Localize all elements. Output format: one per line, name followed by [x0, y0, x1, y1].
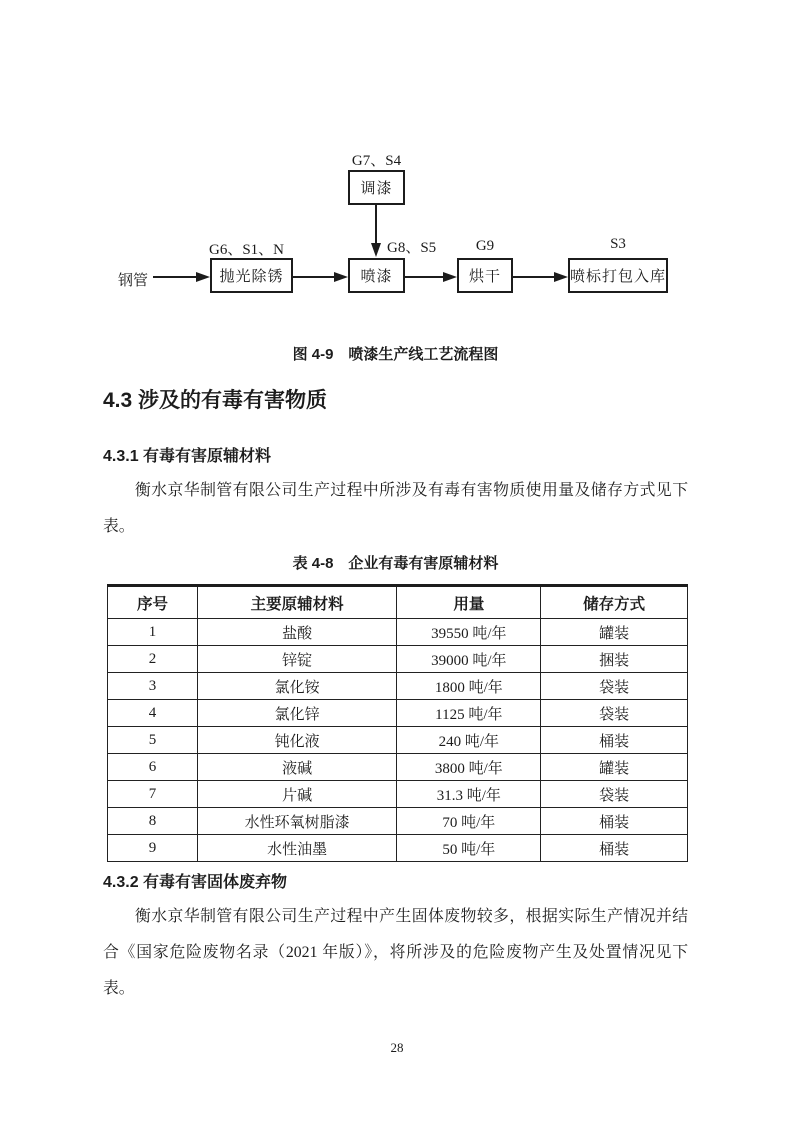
cell-no: 8	[108, 808, 198, 835]
cell-amount: 1125 吨/年	[397, 700, 541, 727]
cell-storage: 袋装	[541, 700, 688, 727]
page-number: 28	[390, 1040, 404, 1055]
cell-no: 3	[108, 673, 198, 700]
cell-amount: 3800 吨/年	[397, 754, 541, 781]
cell-amount: 31.3 吨/年	[397, 781, 541, 808]
flow-tag-s3: S3	[610, 236, 626, 252]
flow-arrow-4-head	[554, 272, 568, 282]
flow-arrow-down-head	[371, 243, 381, 257]
cell-storage: 袋装	[541, 673, 688, 700]
flow-arrow-3-line	[405, 276, 443, 278]
flow-tag-g6s1n: G6、S1、N	[208, 242, 284, 258]
flow-arrow-2-line	[293, 276, 334, 278]
cell-storage: 桶装	[541, 808, 688, 835]
paragraph-2-line-1: 衡水京华制管有限公司生产过程中产生固体废物较多，根据实际生产情况并结	[135, 908, 688, 925]
cell-amount: 70 吨/年	[397, 808, 541, 835]
table-row	[108, 673, 688, 700]
cell-material: 氯化锌	[197, 700, 397, 727]
paragraph-1-line-2: 表。	[103, 518, 135, 535]
table-row	[108, 835, 688, 862]
cell-no: 1	[108, 619, 198, 646]
header-material: 主要原辅材料	[197, 586, 397, 619]
flow-box-tiaoqi: 调漆	[348, 170, 405, 205]
cell-storage: 捆装	[541, 646, 688, 673]
cell-amount: 50 吨/年	[397, 835, 541, 862]
paragraph-1	[103, 473, 688, 545]
section-heading: 4.3 涉及的有毒有害物质	[103, 389, 328, 412]
cell-material: 盐酸	[197, 619, 397, 646]
flow-tag-g7s4: G7、S4	[351, 153, 402, 169]
flow-tag-g9: G9	[475, 238, 495, 254]
flow-box-paoguang: 抛光除锈	[210, 258, 293, 293]
table-row	[108, 781, 688, 808]
cell-amount: 240 吨/年	[397, 727, 541, 754]
cell-amount: 1800 吨/年	[397, 673, 541, 700]
cell-storage: 罐装	[541, 754, 688, 781]
cell-no: 9	[108, 835, 198, 862]
figure-caption: 图 4-9 喷漆生产线工艺流程图	[292, 346, 499, 363]
flow-input-label: 钢管	[118, 273, 149, 289]
cell-material: 钝化液	[197, 727, 397, 754]
paragraph-2-line-3: 表。	[103, 980, 135, 997]
paragraph-1-line-1: 衡水京华制管有限公司生产过程中所涉及有毒有害物质使用量及储存方式见下	[135, 482, 688, 499]
cell-no: 6	[108, 754, 198, 781]
flow-arrow-3-head	[443, 272, 457, 282]
table-row	[108, 619, 688, 646]
flow-arrow-4-line	[513, 276, 554, 278]
subsection-432-heading: 4.3.2 有毒有害固体废弃物	[103, 874, 288, 891]
table-row	[108, 727, 688, 754]
cell-material: 液碱	[197, 754, 397, 781]
flow-arrow-1-head	[196, 272, 210, 282]
cell-no: 4	[108, 700, 198, 727]
cell-material: 水性油墨	[197, 835, 397, 862]
paragraph-2	[103, 899, 688, 1007]
cell-storage: 罐装	[541, 619, 688, 646]
cell-no: 5	[108, 727, 198, 754]
materials-table	[107, 584, 688, 862]
table-row	[108, 808, 688, 835]
flow-arrow-2-head	[334, 272, 348, 282]
header-amount: 用量	[397, 586, 541, 619]
cell-amount: 39000 吨/年	[397, 646, 541, 673]
cell-material: 锌锭	[197, 646, 397, 673]
table-row	[108, 700, 688, 727]
cell-storage: 桶装	[541, 727, 688, 754]
process-flowchart	[0, 0, 794, 330]
table-header-row	[108, 586, 688, 619]
header-no: 序号	[108, 586, 198, 619]
cell-storage: 袋装	[541, 781, 688, 808]
table-row	[108, 646, 688, 673]
table-caption: 表 4-8 企业有毒有害原辅材料	[292, 555, 499, 572]
flow-box-honggan: 烘干	[457, 258, 513, 293]
cell-no: 7	[108, 781, 198, 808]
cell-material: 片碱	[197, 781, 397, 808]
cell-storage: 桶装	[541, 835, 688, 862]
subsection-431-heading: 4.3.1 有毒有害原辅材料	[103, 448, 272, 465]
cell-material: 氯化铵	[197, 673, 397, 700]
paragraph-2-line-2: 合《国家危险废物名录（2021 年版）》，将所涉及的危险废物产生及处置情况见下	[103, 944, 688, 961]
flow-arrow-1-line	[153, 276, 197, 278]
cell-no: 2	[108, 646, 198, 673]
cell-amount: 39550 吨/年	[397, 619, 541, 646]
flow-arrow-down-line	[375, 205, 377, 244]
cell-material: 水性环氧树脂漆	[197, 808, 397, 835]
flow-box-penqi: 喷漆	[348, 258, 405, 293]
header-storage: 储存方式	[541, 586, 688, 619]
flow-tag-g8s5: G8、S5	[387, 240, 437, 256]
table-row	[108, 754, 688, 781]
flow-box-penbiao: 喷标打包入库	[568, 258, 668, 293]
